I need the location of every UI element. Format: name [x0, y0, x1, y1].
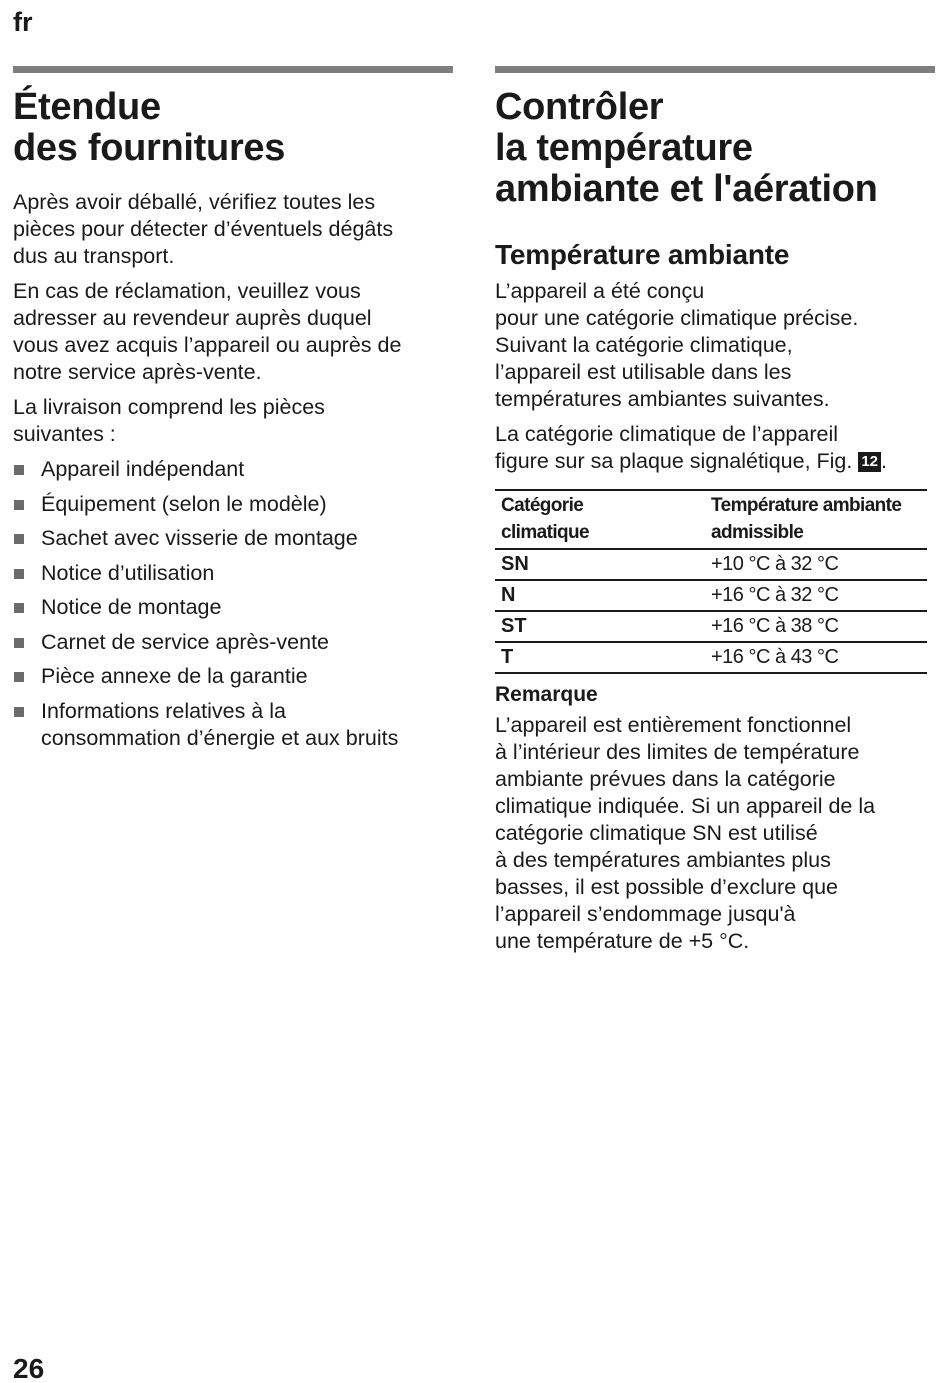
list-item-text: Notice de montage	[41, 595, 222, 619]
text-line: une température de +5 °C.	[495, 929, 750, 953]
list-item	[13, 663, 453, 690]
header-line: Température ambiante	[711, 495, 902, 516]
section-divider	[13, 66, 453, 73]
list-item	[13, 629, 453, 656]
text-line: dus au transport.	[13, 244, 175, 268]
table-row	[495, 549, 927, 580]
text-line: La catégorie climatique de l’appareil	[495, 422, 839, 446]
text-line: adresser au revendeur auprès duquel	[13, 306, 372, 330]
header-line: Catégorie	[501, 495, 584, 516]
square-bullet-icon	[14, 707, 24, 717]
text-line: L’appareil est entièrement fonctionnel	[495, 713, 852, 737]
climate-class-cell: N	[495, 580, 705, 611]
text-line: basses, il est possible d’exclure que	[495, 875, 838, 899]
text-line: Après avoir déballé, vérifiez toutes les	[13, 190, 376, 214]
note-title: Remarque	[495, 683, 598, 706]
page-number: 26	[13, 1353, 45, 1383]
list-item-text: Carnet de service après-vente	[41, 629, 330, 654]
figure-reference-badge: 12	[858, 452, 881, 472]
square-bullet-icon	[14, 672, 24, 682]
list-item-text: Appareil indépendant	[41, 457, 245, 481]
paragraph	[13, 394, 453, 448]
list-item-text: Sachet avec visserie de montage	[41, 526, 358, 550]
climate-class-cell: T	[495, 642, 705, 673]
list-item	[13, 594, 453, 621]
text-line: En cas de réclamation, veuillez vous	[13, 279, 361, 303]
list-item	[13, 560, 453, 587]
title-line: ambiante et l'aération	[495, 168, 878, 210]
square-bullet-icon	[14, 638, 24, 648]
text-line	[495, 448, 935, 475]
note-paragraph	[495, 712, 935, 955]
ambient-temperature-section	[495, 66, 935, 955]
list-item-text: Équipement (selon le modèle)	[41, 491, 327, 516]
text-line: notre service après-vente.	[13, 360, 262, 384]
title-line: Étendue	[13, 86, 161, 128]
table-header-row	[495, 490, 927, 549]
temperature-range-cell: +16 °C à 38 °C	[705, 611, 927, 642]
table-row	[495, 580, 927, 611]
temperature-range-cell: +16 °C à 32 °C	[705, 580, 927, 611]
column-header	[495, 490, 705, 549]
title-line: des fournitures	[13, 127, 286, 169]
text-line: vous avez acquis l’appareil ou auprès de	[13, 333, 402, 357]
square-bullet-icon	[14, 534, 24, 544]
text-line: L’appareil a été conçu	[495, 279, 705, 303]
text-line: à des températures ambiantes plus	[495, 848, 831, 872]
text-line: ambiante prévues dans la catégorie	[495, 767, 836, 791]
section-title	[13, 87, 453, 169]
list-item-text: Pièce annexe de la garantie	[41, 664, 308, 688]
text-line: pour une catégorie climatique précise.	[495, 306, 859, 330]
delivery-list	[13, 456, 453, 752]
table-row	[495, 642, 927, 673]
paragraph	[495, 278, 935, 413]
subsection-title: Température ambiante	[495, 239, 790, 270]
header-line: admissible	[711, 522, 804, 543]
text-line: l’appareil s’endommage jusqu'à	[495, 902, 796, 926]
list-item	[13, 491, 453, 518]
climate-class-cell: SN	[495, 549, 705, 580]
title-line: la température	[495, 127, 753, 169]
paragraph	[495, 421, 935, 475]
square-bullet-icon	[14, 465, 24, 475]
temperature-range-cell: +16 °C à 43 °C	[705, 642, 927, 673]
climate-class-table	[495, 489, 927, 674]
text-line: Suivant la catégorie climatique,	[495, 333, 793, 357]
scope-of-delivery-section	[13, 66, 453, 759]
text-line: à l’intérieur des limites de température	[495, 740, 860, 764]
list-item	[13, 456, 453, 483]
text-line: suivantes :	[13, 422, 116, 446]
text-line: climatique indiquée. Si un appareil de la	[495, 794, 876, 818]
list-item-text: Notice d’utilisation	[41, 560, 215, 585]
text-line: l’appareil est utilisable dans les	[495, 360, 792, 384]
text-line: La livraison comprend les pièces	[13, 395, 325, 419]
list-item-text: Informations relatives à la	[41, 698, 286, 723]
square-bullet-icon	[14, 500, 24, 510]
text-line: températures ambiantes suivantes.	[495, 387, 830, 411]
column-header	[705, 490, 927, 549]
list-item	[13, 698, 453, 752]
list-item-text: consommation d’énergie et aux bruits	[41, 725, 399, 750]
list-item	[13, 525, 453, 552]
paragraph	[13, 278, 453, 386]
text-fragment: figure sur sa plaque signalétique, Fig.	[495, 449, 859, 473]
paragraph	[13, 189, 453, 270]
section-title	[495, 87, 935, 210]
text-line: pièces pour détecter d’éventuels dégâts	[13, 217, 394, 241]
temperature-range-cell: +10 °C à 32 °C	[705, 549, 927, 580]
language-code: fr	[13, 7, 33, 37]
square-bullet-icon	[14, 569, 24, 579]
section-divider	[495, 66, 935, 73]
text-fragment: .	[881, 449, 887, 473]
title-line: Contrôler	[495, 86, 664, 128]
climate-class-cell: ST	[495, 611, 705, 642]
text-line: catégorie climatique SN est utilisé	[495, 821, 818, 845]
square-bullet-icon	[14, 603, 24, 613]
table-row	[495, 611, 927, 642]
header-line: climatique	[501, 522, 589, 543]
